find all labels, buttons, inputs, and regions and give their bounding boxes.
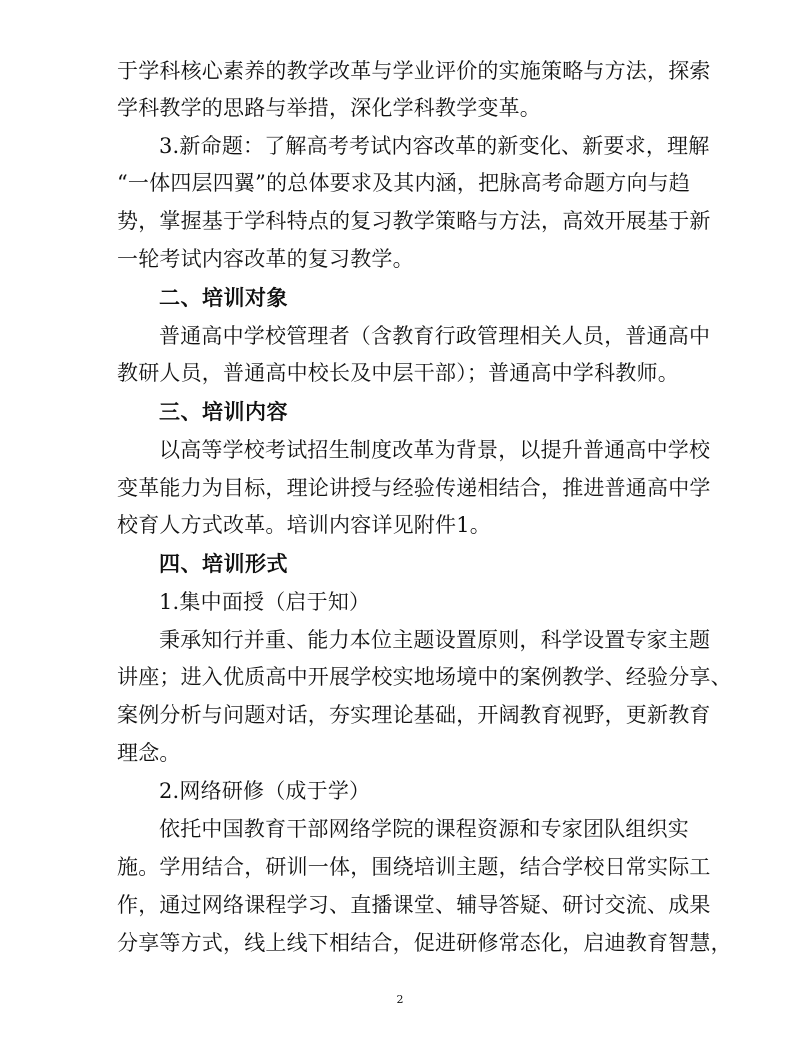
paragraph-line: 变革能力为目标，理论讲授与经验传递相结合，推进普通高中学 [117,476,711,500]
paragraph-line: 分享等方式，线上线下相结合，促进研修常态化，启迪教育智慧， [117,931,732,955]
paragraph-line: 案例分析与问题对话，夯实理论基础，开阔教育视野，更新教育 [117,703,711,727]
paragraph-line: 理念。 [117,741,181,765]
paragraph-line: 施。学用结合，研训一体，围绕培训主题，结合学校日常实际工 [117,855,711,879]
subsection-heading: 2.网络研修（成于学） [159,779,371,803]
paragraph-line: 以高等学校考试招生制度改革为背景，以提升普通高中学校 [159,438,711,462]
paragraph-line: 教研人员，普通高中校长及中层干部）；普通高中学科教师。 [117,361,679,385]
paragraph-line: 依托中国教育干部网络学院的课程资源和专家团队组织实 [159,817,689,841]
paragraph-line: 一轮考试内容改革的复习教学。 [117,247,414,271]
paragraph-line: 普通高中学校管理者（含教育行政管理相关人员，普通高中 [159,324,711,348]
paragraph-line: 学科教学的思路与举措，深化学科教学变革。 [117,96,541,120]
paragraph-line: “一体四层四翼”的总体要求及其内涵，把脉高考命题方向与趋 [117,171,691,195]
paragraph-line: 3.新命题：了解高考考试内容改革的新变化、新要求，理解 [159,134,710,158]
paragraph-line: 校育人方式改革。培训内容详见附件1。 [117,513,491,537]
section-heading: 二、培训对象 [159,286,288,310]
section-heading: 三、培训内容 [159,400,288,424]
paragraph-line: 势，掌握基于学科特点的复习教学策略与方法，高效开展基于新 [117,209,711,233]
paragraph-line: 秉承知行并重、能力本位主题设置原则，科学设置专家主题 [159,628,711,652]
paragraph-line: 于学科核心素养的教学改革与学业评价的实施策略与方法，探索 [117,59,711,83]
subsection-heading: 1.集中面授（启于知） [159,590,371,614]
section-heading: 四、培训形式 [159,552,288,576]
paragraph-line: 讲座；进入优质高中开展学校实地场境中的案例教学、经验分享、 [117,665,732,689]
page-number: 2 [396,993,404,1006]
paragraph-line: 作，通过网络课程学习、直播课堂、辅导答疑、研讨交流、成果 [117,893,711,917]
